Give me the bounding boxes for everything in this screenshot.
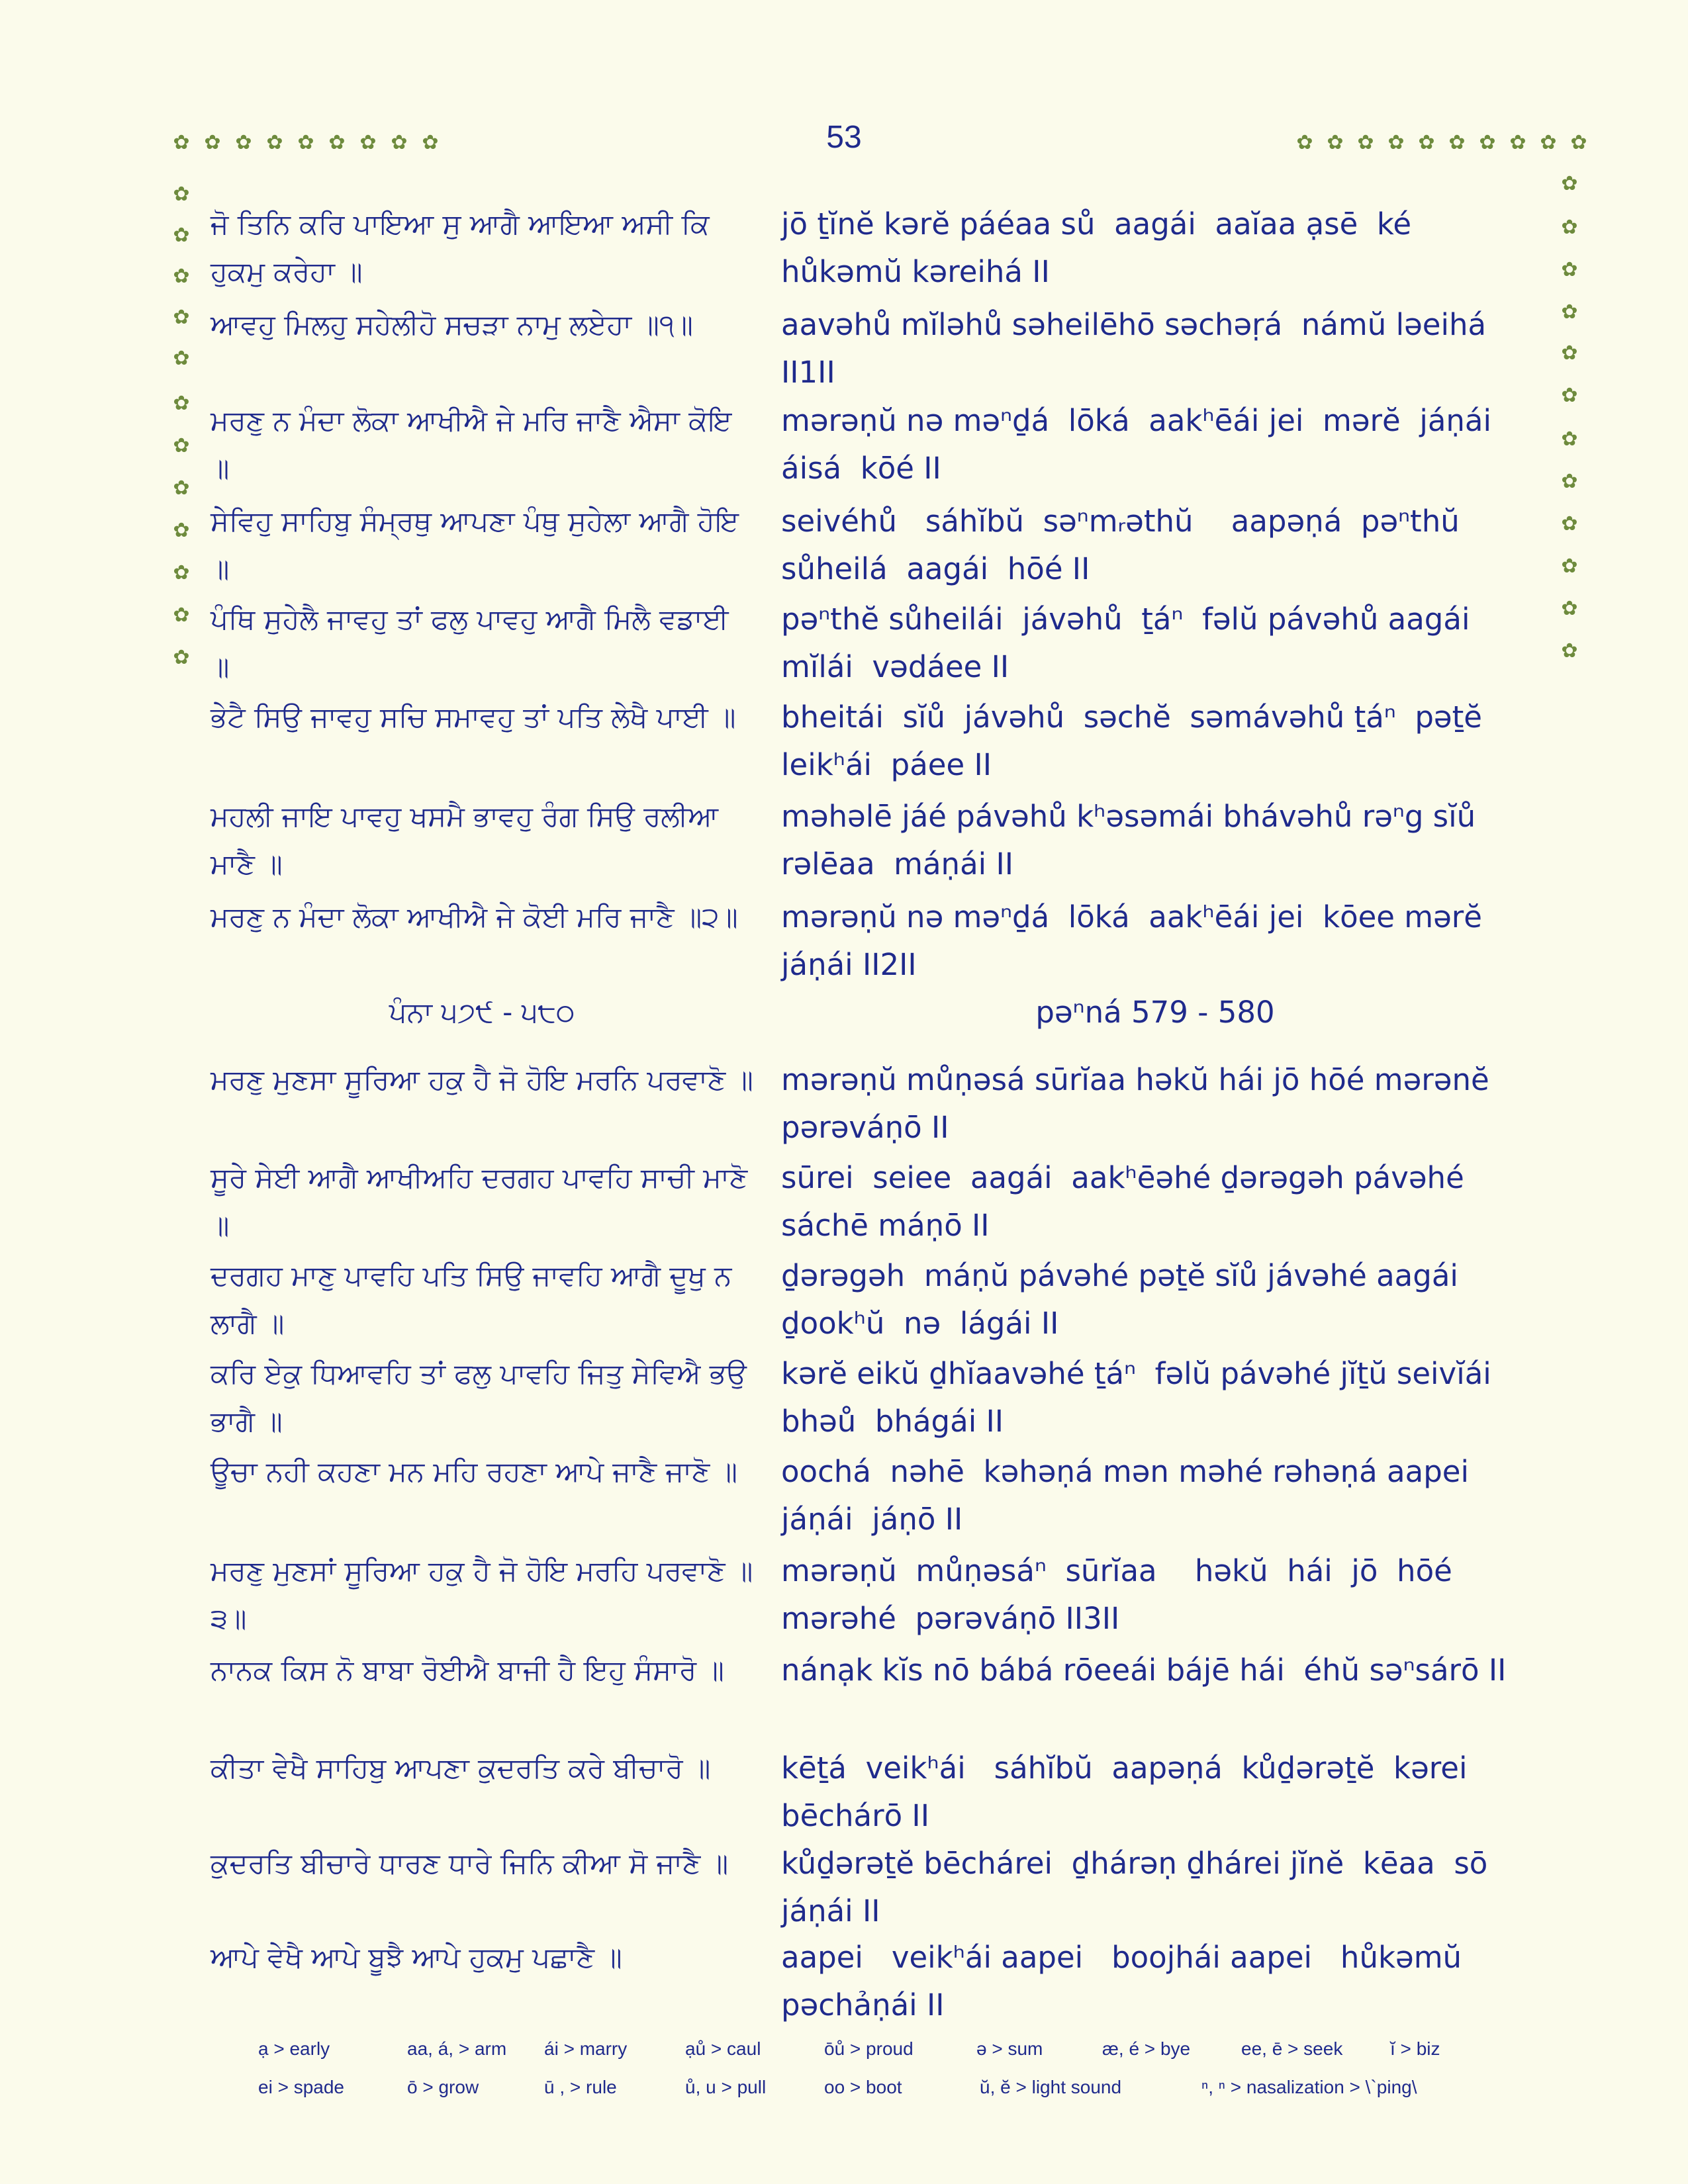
flower-icon	[1416, 132, 1437, 154]
legend-item: ə > sum	[976, 2038, 1043, 2059]
legend-item: oo > boot	[824, 2077, 902, 2097]
flower-icon	[171, 520, 192, 541]
flower-icon	[233, 132, 254, 154]
page-number: 53	[826, 120, 862, 155]
transliteration-line: kərĕ eikŭ ḏhĭaavəhé ṯáⁿ fəlŭ pávəhé jĭṯŭ seivĭái bhəů bhágái II	[781, 1356, 1501, 1439]
legend-item: ái > marry	[544, 2038, 628, 2059]
transliteration-line: mərəṇŭ nə məⁿḏá lōká aakʰēái jei kōee mərĕ jáṇái II2II	[781, 899, 1492, 982]
flower-icon	[357, 132, 379, 154]
legend-item: ạ > early	[258, 2038, 330, 2059]
transliteration-line: oochá nəhē kəhəṇá mən məhé rəhəṇá aapei jáṇái jáṇō II	[781, 1454, 1479, 1537]
gurmukhi-line: ਆਪੇ ਵੇਖੈ ਆਪੇ ਬੂਝੈ ਆਪੇ ਹੁਕਮੁ ਪਛਾਣੈ ॥	[211, 1941, 622, 1974]
gurmukhi-line: ਮਹਲੀ ਜਾਇ ਪਾਵਹੁ ਖਸਮੈ ਭਾਵਹੁ ਰੰਗ ਸਿਉ ਰਲੀਆ ਮਾਣੈ ॥	[211, 800, 727, 880]
flower-icon	[1507, 132, 1528, 154]
flower-icon	[1559, 429, 1580, 450]
transliteration-line: aavəhů mĭləhů səheilēhō səchəṛá námŭ ləeihá II1II	[781, 307, 1496, 390]
transliteration-line: mərəṇŭ nə məⁿḏá lōká aakʰēái jei mərĕ jáṇái áisá kōé II	[781, 403, 1501, 486]
flower-icon	[171, 132, 192, 154]
flower-icon	[295, 132, 316, 154]
gurmukhi-line: ਪੰਥਿ ਸੁਹੇਲੈ ਜਾਵਹੁ ਤਾਂ ਫਲੁ ਪਾਵਹੁ ਆਗੈ ਮਿਲੈ ਵਡਾਈ ॥	[211, 603, 737, 683]
flower-icon	[1559, 343, 1580, 364]
transliteration-line: seivéhů sáhĭbŭ səⁿmᵣəthŭ aapəṇá pəⁿthŭ sůheilá aagái hōé II	[781, 504, 1470, 586]
transliteration-line: aapei veikʰái aapei boojhái aapei hůkəmŭ pəchảṇái II	[781, 1940, 1472, 2023]
legend-item: aa, á, > arm	[407, 2038, 507, 2059]
flower-icon	[171, 307, 192, 328]
flower-icon	[326, 132, 348, 154]
gurmukhi-line: ਆਵਹੁ ਮਿਲਹੁ ਸਹੇਲੀਹੋ ਸਚੜਾ ਨਾਮੁ ਲਏਹਾ ॥੧॥	[211, 308, 693, 341]
transliteration-line: mərəṇŭ můṇəsá sūrĭaa həkŭ hái jō hōé mərənĕ pərəváṇō II	[781, 1062, 1499, 1145]
gurmukhi-line: ਸੂਰੇ ਸੇਈ ਆਗੈ ਆਖੀਅਹਿ ਦਰਗਹ ਪਾਵਹਿ ਸਾਚੀ ਮਾਣੋ ॥	[211, 1161, 757, 1242]
legend-item: æ, é > bye	[1102, 2038, 1191, 2059]
gurmukhi-line: ਨਾਨਕ ਕਿਸ ਨੋ ਬਾਬਾ ਰੋਈਐ ਬਾਜੀ ਹੈ ਇਹੁ ਸੰਸਾਰੋ ॥	[211, 1654, 724, 1686]
flower-icon	[1559, 259, 1580, 281]
page-range-translit: pəⁿná 579 - 580	[1035, 995, 1275, 1030]
flower-icon	[1559, 217, 1580, 238]
legend-item: ŭ, ĕ > light sound	[980, 2077, 1122, 2097]
flower-icon	[171, 647, 192, 668]
legend-item: ee, ē > seek	[1241, 2038, 1343, 2059]
flower-icon	[420, 132, 441, 154]
flower-icon	[389, 132, 410, 154]
flower-icon	[171, 563, 192, 584]
transliteration-line: kēṯá veikʰái sáhĭbŭ aapəṇá kůḏərəṯĕ kərei bēchárō II	[781, 1751, 1477, 1833]
transliteration-line: mərəṇŭ můṇəsáⁿ sūrĭaa həkŭ hái jō hōé mərəhé pərəváṇō II3II	[781, 1553, 1462, 1636]
legend-item: ū , > rule	[544, 2077, 617, 2097]
legend-item: ⁿ, ⁿ > nasalization > \`ping\	[1201, 2077, 1417, 2097]
flower-icon	[1325, 132, 1346, 154]
flower-icon	[1559, 471, 1580, 492]
gurmukhi-line: ਮਰਣੁ ਨ ਮੰਦਾ ਲੋਕਾ ਆਖੀਐ ਜੇ ਕੋਈ ਮਰਿ ਜਾਣੈ ॥੨॥	[211, 901, 738, 933]
transliteration-line: ḏərəgəh máṇŭ pávəhé pəṯĕ sĭů jávəhé aagái ḏookʰŭ nə lágái II	[781, 1258, 1468, 1341]
flower-icon	[264, 132, 285, 154]
gurmukhi-line: ਮਰਣੁ ਨ ਮੰਦਾ ਲੋਕਾ ਆਖੀਐ ਜੇ ਮਰਿ ਜਾਣੈ ਐਸਾ ਕੋਇ ॥	[211, 404, 741, 484]
flower-icon	[171, 393, 192, 414]
flower-icon	[1559, 514, 1580, 535]
flower-icon	[171, 266, 192, 287]
flower-icon	[1559, 385, 1580, 406]
flower-icon	[171, 184, 192, 205]
gurmukhi-line: ਕੁਦਰਤਿ ਬੀਚਾਰੇ ਧਾਰਣ ਧਾਰੇ ਜਿਨਿ ਕੀਆ ਸੋ ਜਾਣੈ ॥	[211, 1847, 729, 1880]
gurmukhi-line: ਦਰਗਹ ਮਾਣੁ ਪਾਵਹਿ ਪਤਿ ਸਿਉ ਜਾਵਹਿ ਆਗੈ ਦੂਖੁ ਨ ਲਾਗੈ ॥	[211, 1259, 741, 1340]
transliteration-line: nánạk kĭs nō bábá rōeeái bájē hái éhŭ səⁿsárō II	[781, 1653, 1507, 1688]
flower-icon	[171, 435, 192, 457]
gurmukhi-line: ਮਰਣੁ ਮੁਣਸਾਂ ਸੂਰਿਆ ਹਕੁ ਹੈ ਜੋ ਹੋਇ ਮਰਹਿ ਪਰਵਾਣੋ ॥੩॥	[211, 1555, 753, 1635]
transliteration-line: sūrei seiee aagái aakʰēəhé ḏərəgəh pávəhé sáchē máṇō II	[781, 1160, 1474, 1243]
flower-icon	[202, 132, 223, 154]
flower-icon	[1538, 132, 1559, 154]
flower-icon	[1559, 556, 1580, 577]
flower-icon	[1559, 302, 1580, 323]
flower-icon	[171, 478, 192, 499]
legend-item: ōů > proud	[824, 2038, 914, 2059]
flower-icon	[1294, 132, 1315, 154]
legend-item: ei > spade	[258, 2077, 344, 2097]
flower-icon	[171, 225, 192, 246]
flower-icon	[1355, 132, 1376, 154]
legend-item: ů, u > pull	[685, 2077, 767, 2097]
legend-item: ạů > caul	[685, 2038, 761, 2059]
flower-icon	[1559, 641, 1580, 662]
gurmukhi-line: ਕਰਿ ਏਕੁ ਧਿਆਵਹਿ ਤਾਂ ਫਲੁ ਪਾਵਹਿ ਜਿਤੁ ਸੇਵਿਐ ਭਉ ਭਾਗੈ ॥	[211, 1357, 756, 1437]
flower-icon	[1568, 132, 1589, 154]
gurmukhi-line: ਊਚਾ ਨਹੀ ਕਹਣਾ ਮਨ ਮਹਿ ਰਹਣਾ ਆਪੇ ਜਾਣੈ ਜਾਣੋ ॥	[211, 1455, 737, 1488]
flower-icon	[1477, 132, 1498, 154]
gurmukhi-line: ਮਰਣੁ ਮੁਣਸਾ ਸੂਰਿਆ ਹਕੁ ਹੈ ਜੋ ਹੋਇ ਮਰਨਿ ਪਰਵਾਣੋ ॥	[211, 1064, 753, 1096]
transliteration-line: bheitái sĭů jávəhů səchĕ səmávəhů ṯáⁿ pəṯĕ leikʰái páee II	[781, 700, 1492, 782]
gurmukhi-line: ਭੇਟੈ ਸਿਉ ਜਾਵਹੁ ਸਚਿ ਸਮਾਵਹੁ ਤਾਂ ਪਤਿ ਲੇਖੈ ਪਾਈ ॥	[211, 701, 736, 733]
page-range-gurmukhi: ਪੰਨਾ ੫੭੯ - ੫੮੦	[389, 996, 575, 1028]
transliteration-line: pəⁿthĕ sůheilái jávəhů ṯáⁿ fəlŭ pávəhů aagái mĭlái vədáee II	[781, 602, 1479, 684]
flower-icon	[1559, 598, 1580, 619]
legend-item: ĭ > biz	[1390, 2038, 1440, 2059]
transliteration-line: kůḏərəṯĕ bēchárei ḏhárəṇ ḏhárei jĭnĕ kēaa sō jáṇái II	[781, 1846, 1497, 1929]
flower-icon	[1385, 132, 1407, 154]
gurmukhi-line: ਜੋ ਤਿਨਿ ਕਰਿ ਪਾਇਆ ਸੁ ਆਗੈ ਆਇਆ ਅਸੀ ਕਿ ਹੁਕਮੁ ਕਰੇਹਾ ॥	[211, 208, 718, 288]
flower-icon	[171, 605, 192, 626]
transliteration-line: məhəlē jáé pávəhů kʰəsəmái bhávəhů rəⁿg sĭů rəlēaa máṇái II	[781, 799, 1485, 882]
gurmukhi-line: ਕੀਤਾ ਵੇਖੈ ਸਾਹਿਬੁ ਆਪਣਾ ਕੁਦਰਤਿ ਕਰੇ ਬੀਚਾਰੋ ॥	[211, 1752, 711, 1784]
flower-icon	[171, 348, 192, 369]
transliteration-line: jō ṯĭnĕ kərĕ páéaa sů aagái aaĭaa ạsē ké hůkəmŭ kəreihá II	[781, 206, 1421, 289]
flower-icon	[1559, 173, 1580, 195]
flower-icon	[1446, 132, 1468, 154]
gurmukhi-line: ਸੇਵਿਹੁ ਸਾਹਿਬੁ ਸੰਮ੍ਰਥੁ ਆਪਣਾ ਪੰਥੁ ਸੁਹੇਲਾ ਆਗੈ ਹੋਇ ॥	[211, 505, 748, 585]
legend-item: ō > grow	[407, 2077, 479, 2097]
